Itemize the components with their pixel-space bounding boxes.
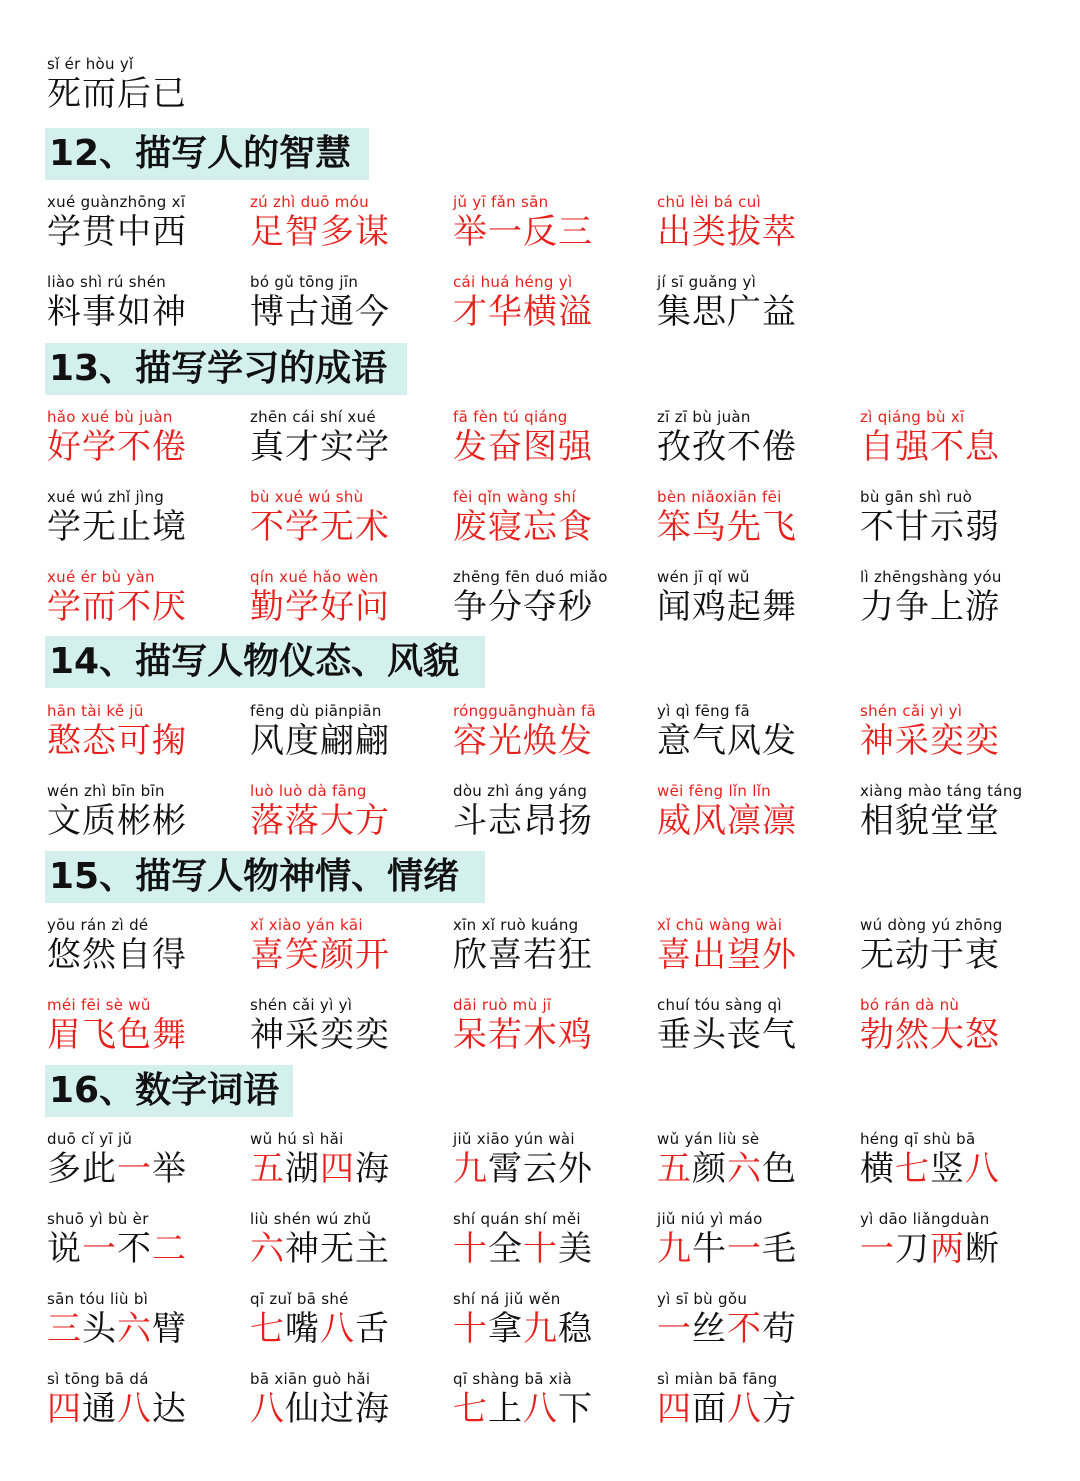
idiom-characters: 真才实学 — [250, 427, 390, 467]
idiom-pinyin: fèi qǐn wàng shí — [453, 488, 576, 506]
idiom-pinyin: qī zuǐ bā shé — [250, 1290, 349, 1308]
idiom-pinyin: jiǔ niú yì máo — [657, 1210, 763, 1228]
idiom-pinyin: duō cǐ yī jǔ — [47, 1130, 133, 1148]
idiom-pinyin: héng qī shù bā — [860, 1130, 976, 1148]
idiom-character: 六 — [727, 1149, 762, 1189]
idiom-character: 七 — [453, 1389, 488, 1429]
idiom-item — [250, 273, 450, 333]
idiom-character: 举 — [152, 1149, 187, 1189]
idiom-character: 毛 — [762, 1229, 797, 1269]
idiom-item — [250, 488, 450, 548]
idiom-character: 一 — [117, 1149, 152, 1189]
idiom-pinyin: xué ér bù yàn — [47, 568, 155, 586]
idiom-item — [47, 1210, 247, 1270]
idiom-character: 八 — [965, 1149, 1000, 1189]
idiom-pinyin: liào shì rú shén — [47, 273, 167, 291]
idiom-character: 九 — [657, 1229, 692, 1269]
idiom-character: 无 — [320, 1229, 355, 1269]
idiom-item — [657, 1290, 857, 1350]
idiom-pinyin: jiǔ xiāo yún wài — [453, 1130, 575, 1148]
idiom-pinyin: bèn niǎoxiān fēi — [657, 488, 782, 506]
idiom-character: 八 — [250, 1389, 285, 1429]
idiom-item — [47, 488, 247, 548]
idiom-item — [860, 702, 1060, 762]
idiom-character: 色 — [762, 1149, 797, 1189]
idiom-characters: 意气风发 — [657, 721, 797, 761]
idiom-item — [47, 568, 247, 628]
idiom-pinyin: wǔ yán liù sè — [657, 1130, 760, 1148]
idiom-character: 八 — [320, 1309, 355, 1349]
idiom-character: 方 — [762, 1389, 797, 1429]
idiom-pinyin: qī shàng bā xià — [453, 1370, 572, 1388]
idiom-characters: 博古通今 — [250, 292, 390, 332]
idiom-character: 横 — [860, 1149, 895, 1189]
idiom-character: 头 — [82, 1309, 117, 1349]
section-heading: 12、描写人的智慧 — [45, 128, 369, 180]
idiom-pinyin: róngguānghuàn fā — [453, 702, 597, 720]
idiom-pinyin: wǔ hú sì hǎi — [250, 1130, 344, 1148]
idiom-item — [47, 1370, 247, 1430]
idiom-pinyin: cái huá héng yì — [453, 273, 573, 291]
idiom-characters: 落落大方 — [250, 801, 390, 841]
idiom-characters: 料事如神 — [47, 292, 187, 332]
idiom-item — [453, 782, 653, 842]
idiom-character: 五 — [250, 1149, 285, 1189]
idiom-item — [250, 568, 450, 628]
idiom-item — [47, 408, 247, 468]
idiom-item — [657, 193, 857, 253]
idiom-item — [453, 1130, 653, 1190]
idiom-item — [657, 916, 857, 976]
idiom-characters — [453, 1150, 653, 1190]
idiom-character: 不 — [727, 1309, 762, 1349]
idiom-pinyin: xǐ xiào yán kāi — [250, 916, 363, 934]
idiom-characters: 举一反三 — [453, 212, 593, 252]
idiom-characters: 孜孜不倦 — [657, 427, 797, 467]
idiom-pinyin: xiàng mào táng táng — [860, 782, 1023, 800]
idiom-item — [47, 702, 247, 762]
idiom-characters — [860, 1230, 1060, 1270]
idiom-character: 一 — [657, 1309, 692, 1349]
idiom-character: 六 — [250, 1229, 285, 1269]
idiom-item — [860, 488, 1060, 548]
idiom-item — [657, 702, 857, 762]
idiom-item — [250, 702, 450, 762]
idiom-item — [657, 488, 857, 548]
idiom-characters: 悠然自得 — [47, 935, 187, 975]
idiom-characters: 勤学好问 — [250, 587, 390, 627]
idiom-item — [657, 782, 857, 842]
idiom-characters — [47, 1310, 247, 1350]
idiom-item — [250, 193, 450, 253]
idiom-item — [47, 782, 247, 842]
idiom-character: 苟 — [762, 1309, 797, 1349]
idiom-character: 不 — [117, 1229, 152, 1269]
idiom-character: 舌 — [355, 1309, 390, 1349]
idiom-item — [453, 488, 653, 548]
idiom-characters: 学无止境 — [47, 507, 187, 547]
idiom-pinyin: hān tài kě jū — [47, 702, 144, 720]
idiom-pinyin: sǐ ér hòu yǐ — [47, 55, 134, 73]
idiom-characters: 集思广益 — [657, 292, 797, 332]
idiom-characters — [250, 1310, 450, 1350]
idiom-pinyin: zhēng fēn duó miǎo — [453, 568, 608, 586]
idiom-item — [250, 1370, 450, 1430]
idiom-character: 五 — [657, 1149, 692, 1189]
idiom-item — [453, 273, 653, 333]
idiom-characters: 死而后已 — [47, 74, 187, 114]
idiom-item — [250, 1210, 450, 1270]
idiom-characters: 足智多谋 — [250, 212, 390, 252]
idiom-characters: 争分夺秒 — [453, 587, 593, 627]
idiom-pinyin: dāi ruò mù jī — [453, 996, 552, 1014]
idiom-characters: 神采奕奕 — [860, 721, 1000, 761]
idiom-pinyin: zī zī bù juàn — [657, 408, 751, 426]
idiom-pinyin: fā fèn tú qiáng — [453, 408, 568, 426]
idiom-characters: 闻鸡起舞 — [657, 587, 797, 627]
idiom-item — [47, 996, 247, 1056]
idiom-item — [657, 1130, 857, 1190]
idiom-character: 外 — [558, 1149, 593, 1189]
idiom-characters — [47, 1230, 247, 1270]
idiom-character: 四 — [657, 1389, 692, 1429]
idiom-item — [47, 916, 247, 976]
idiom-item — [860, 1210, 1060, 1270]
idiom-item — [657, 408, 857, 468]
idiom-pinyin: xīn xǐ ruò kuáng — [453, 916, 579, 934]
idiom-character: 通 — [82, 1389, 117, 1429]
section-heading: 16、数字词语 — [45, 1065, 293, 1117]
idiom-character: 八 — [523, 1389, 558, 1429]
idiom-characters: 好学不倦 — [47, 427, 187, 467]
idiom-character: 三 — [47, 1309, 82, 1349]
idiom-item — [250, 1290, 450, 1350]
idiom-characters: 学贯中西 — [47, 212, 187, 252]
idiom-characters: 喜出望外 — [657, 935, 797, 975]
idiom-character: 一 — [82, 1229, 117, 1269]
idiom-character: 主 — [355, 1229, 390, 1269]
idiom-character: 多 — [47, 1149, 82, 1189]
idiom-characters: 废寝忘食 — [453, 507, 593, 547]
idiom-characters — [657, 1150, 857, 1190]
idiom-characters: 喜笑颜开 — [250, 935, 390, 975]
idiom-characters — [657, 1230, 857, 1270]
idiom-pinyin: xué wú zhǐ jìng — [47, 488, 165, 506]
idiom-character: 上 — [488, 1389, 523, 1429]
idiom-pinyin: xué guànzhōng xī — [47, 193, 186, 211]
idiom-pinyin: sān tóu liù bì — [47, 1290, 149, 1308]
idiom-pinyin: bā xiān guò hǎi — [250, 1370, 371, 1388]
idiom-character: 云 — [523, 1149, 558, 1189]
section-heading: 15、描写人物神情、情绪 — [45, 851, 485, 903]
idiom-character: 六 — [117, 1309, 152, 1349]
idiom-item — [860, 1130, 1060, 1190]
idiom-pinyin: yì dāo liǎngduàn — [860, 1210, 990, 1228]
idiom-characters: 容光焕发 — [453, 721, 593, 761]
idiom-character: 四 — [320, 1149, 355, 1189]
idiom-characters: 不甘示弱 — [860, 507, 1000, 547]
idiom-character: 一 — [727, 1229, 762, 1269]
idiom-characters: 力争上游 — [860, 587, 1000, 627]
idiom-character: 颜 — [692, 1149, 727, 1189]
idiom-pinyin: yì sī bù gǒu — [657, 1290, 748, 1308]
idiom-pinyin: shén cǎi yì yì — [860, 702, 963, 720]
idiom-item — [453, 996, 653, 1056]
idiom-character: 四 — [47, 1389, 82, 1429]
idiom-item — [657, 273, 857, 333]
idiom-item — [860, 408, 1060, 468]
idiom-characters: 无动于衷 — [860, 935, 1000, 975]
idiom-item — [860, 996, 1060, 1056]
idiom-characters: 才华横溢 — [453, 292, 593, 332]
idiom-character: 九 — [453, 1149, 488, 1189]
idiom-character: 两 — [930, 1229, 965, 1269]
idiom-characters: 憨态可掬 — [47, 721, 187, 761]
idiom-characters: 发奋图强 — [453, 427, 593, 467]
idiom-pinyin: bù gān shì ruò — [860, 488, 973, 506]
idiom-pinyin: lì zhēngshàng yóu — [860, 568, 1002, 586]
idiom-character: 二 — [152, 1229, 187, 1269]
idiom-pinyin: bó gǔ tōng jīn — [250, 273, 359, 291]
idiom-pinyin: sì tōng bā dá — [47, 1370, 149, 1388]
idiom-characters: 眉飞色舞 — [47, 1015, 187, 1055]
idiom-item — [47, 55, 247, 115]
idiom-character: 刀 — [895, 1229, 930, 1269]
idiom-characters — [47, 1390, 247, 1430]
idiom-item — [453, 916, 653, 976]
idiom-character: 神 — [285, 1229, 320, 1269]
idiom-characters — [250, 1150, 450, 1190]
idiom-pinyin: wén jī qǐ wǔ — [657, 568, 750, 586]
idiom-character: 此 — [82, 1149, 117, 1189]
idiom-pinyin: yì qì fēng fā — [657, 702, 750, 720]
idiom-item — [453, 568, 653, 628]
idiom-character: 仙 — [285, 1389, 320, 1429]
idiom-characters: 相貌堂堂 — [860, 801, 1000, 841]
idiom-pinyin: jǔ yī fǎn sān — [453, 193, 549, 211]
idiom-character: 丝 — [692, 1309, 727, 1349]
idiom-item — [453, 408, 653, 468]
idiom-characters: 欣喜若狂 — [453, 935, 593, 975]
idiom-pinyin: zì qiáng bù xī — [860, 408, 965, 426]
idiom-characters: 垂头丧气 — [657, 1015, 797, 1055]
idiom-pinyin: shí ná jiǔ wěn — [453, 1290, 561, 1308]
idiom-character: 牛 — [692, 1229, 727, 1269]
idiom-characters — [453, 1230, 653, 1270]
idiom-character: 八 — [117, 1389, 152, 1429]
idiom-pinyin: luò luò dà fāng — [250, 782, 367, 800]
idiom-pinyin: xǐ chū wàng wài — [657, 916, 783, 934]
idiom-pinyin: hǎo xué bù juàn — [47, 408, 173, 426]
idiom-character: 七 — [895, 1149, 930, 1189]
idiom-character: 嘴 — [285, 1309, 320, 1349]
idiom-item — [250, 782, 450, 842]
idiom-item — [453, 702, 653, 762]
idiom-characters: 呆若木鸡 — [453, 1015, 593, 1055]
idiom-pinyin: jí sī guǎng yì — [657, 273, 757, 291]
idiom-pinyin: méi fēi sè wǔ — [47, 996, 151, 1014]
idiom-pinyin: yōu rán zì dé — [47, 916, 149, 934]
idiom-item — [47, 1290, 247, 1350]
idiom-item — [453, 1210, 653, 1270]
idiom-character: 稳 — [558, 1309, 593, 1349]
idiom-character: 说 — [47, 1229, 82, 1269]
idiom-characters — [250, 1390, 450, 1430]
idiom-character: 拿 — [488, 1309, 523, 1349]
idiom-character: 达 — [152, 1389, 187, 1429]
idiom-character: 断 — [965, 1229, 1000, 1269]
idiom-character: 十 — [453, 1229, 488, 1269]
idiom-item — [860, 782, 1060, 842]
idiom-pinyin: fēng dù piānpiān — [250, 702, 382, 720]
idiom-character: 过 — [320, 1389, 355, 1429]
idiom-character: 十 — [523, 1229, 558, 1269]
idiom-character: 九 — [523, 1309, 558, 1349]
idiom-characters: 威风凛凛 — [657, 801, 797, 841]
idiom-pinyin: zú zhì duō móu — [250, 193, 369, 211]
idiom-pinyin: chū lèi bá cuì — [657, 193, 761, 211]
idiom-pinyin: shí quán shí měi — [453, 1210, 581, 1228]
idiom-characters — [250, 1230, 450, 1270]
idiom-character: 霄 — [488, 1149, 523, 1189]
idiom-characters: 学而不厌 — [47, 587, 187, 627]
idiom-characters: 风度翩翩 — [250, 721, 390, 761]
idiom-character: 湖 — [285, 1149, 320, 1189]
idiom-characters: 笨鸟先飞 — [657, 507, 797, 547]
idiom-pinyin: bù xué wú shù — [250, 488, 364, 506]
idiom-pinyin: wén zhì bīn bīn — [47, 782, 165, 800]
idiom-pinyin: wú dòng yú zhōng — [860, 916, 1003, 934]
idiom-character: 臂 — [152, 1309, 187, 1349]
idiom-item — [250, 996, 450, 1056]
idiom-item — [860, 568, 1060, 628]
idiom-item — [250, 916, 450, 976]
idiom-pinyin: wēi fēng lǐn lǐn — [657, 782, 771, 800]
section-heading: 14、描写人物仪态、风貌 — [45, 636, 485, 688]
idiom-item — [657, 568, 857, 628]
idiom-item — [47, 1130, 247, 1190]
idiom-character: 海 — [355, 1389, 390, 1429]
idiom-pinyin: liù shén wú zhǔ — [250, 1210, 372, 1228]
idiom-item — [47, 193, 247, 253]
idiom-character: 美 — [558, 1229, 593, 1269]
idiom-character: 海 — [355, 1149, 390, 1189]
idiom-item — [657, 996, 857, 1056]
idiom-characters: 神采奕奕 — [250, 1015, 390, 1055]
idiom-pinyin: chuí tóu sàng qì — [657, 996, 782, 1014]
idiom-characters: 出类拔萃 — [657, 212, 797, 252]
section-heading: 13、描写学习的成语 — [45, 343, 407, 395]
idiom-character: 八 — [727, 1389, 762, 1429]
idiom-character: 面 — [692, 1389, 727, 1429]
idiom-characters — [47, 1150, 247, 1190]
idiom-item — [657, 1210, 857, 1270]
idiom-character: 七 — [250, 1309, 285, 1349]
idiom-characters: 斗志昂扬 — [453, 801, 593, 841]
idiom-item — [250, 1130, 450, 1190]
idiom-item — [47, 273, 247, 333]
idiom-pinyin: qín xué hǎo wèn — [250, 568, 379, 586]
idiom-pinyin: shén cǎi yì yì — [250, 996, 353, 1014]
idiom-item — [453, 193, 653, 253]
idiom-item — [250, 408, 450, 468]
idiom-character: 十 — [453, 1309, 488, 1349]
idiom-characters — [657, 1390, 857, 1430]
idiom-character: 一 — [860, 1229, 895, 1269]
idiom-pinyin: sì miàn bā fāng — [657, 1370, 778, 1388]
idiom-characters: 文质彬彬 — [47, 801, 187, 841]
idiom-pinyin: zhēn cái shí xué — [250, 408, 376, 426]
idiom-pinyin: bó rán dà nù — [860, 996, 960, 1014]
idiom-characters: 自强不息 — [860, 427, 1000, 467]
idiom-pinyin: dòu zhì áng yáng — [453, 782, 588, 800]
idiom-characters — [453, 1390, 653, 1430]
idiom-character: 全 — [488, 1229, 523, 1269]
idiom-characters: 不学无术 — [250, 507, 390, 547]
idiom-character: 竖 — [930, 1149, 965, 1189]
idiom-character: 下 — [558, 1389, 593, 1429]
idiom-item — [453, 1370, 653, 1430]
idiom-characters — [453, 1310, 653, 1350]
idiom-characters: 勃然大怒 — [860, 1015, 1000, 1055]
idiom-pinyin: shuō yì bù èr — [47, 1210, 149, 1228]
idiom-characters — [657, 1310, 857, 1350]
idiom-item — [860, 916, 1060, 976]
idiom-item — [657, 1370, 857, 1430]
idiom-characters — [860, 1150, 1060, 1190]
idiom-item — [453, 1290, 653, 1350]
